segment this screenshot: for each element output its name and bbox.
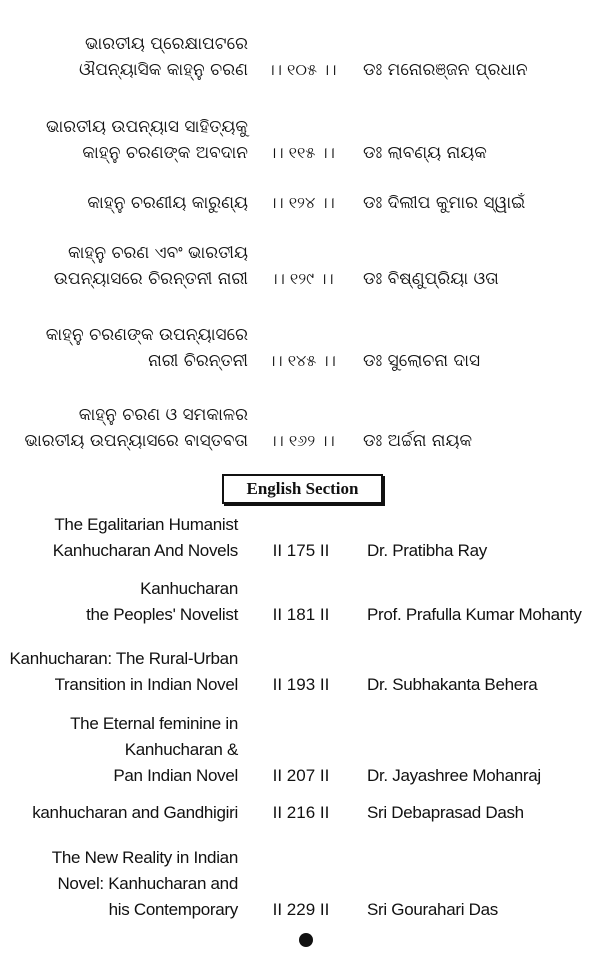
toc-page-number: II 229 II bbox=[272, 900, 330, 919]
toc-title-text: ଭାରତୀୟ ପ୍ରେକ୍ଷାପଟରେ bbox=[84, 34, 248, 54]
english-section-header: English Section bbox=[222, 474, 383, 504]
toc-title-text: Kanhucharan: The Rural-Urban bbox=[9, 649, 238, 668]
toc-title-text: Kanhucharan And Novels bbox=[52, 541, 238, 560]
toc-title-text: kanhucharan and Gandhigiri bbox=[32, 803, 238, 822]
toc-title-text: Kanhucharan bbox=[140, 579, 238, 598]
toc-entry bbox=[0, 402, 600, 454]
toc-author: Dr. Pratibha Ray bbox=[367, 541, 487, 560]
toc-page-number: ।। ୧୨୯ ।। bbox=[270, 269, 334, 288]
toc-title-text: ଔପନ୍ୟାସିକ କାହ୍ନୁ ଚରଣ bbox=[79, 60, 248, 80]
toc-title-text: The New Reality in Indian bbox=[51, 848, 238, 867]
toc-title-text: The Egalitarian Humanist bbox=[54, 515, 238, 534]
toc-title-line bbox=[0, 672, 600, 698]
toc-title-text: Pan Indian Novel bbox=[113, 766, 238, 785]
toc-author: Dr. Jayashree Mohanraj bbox=[367, 766, 541, 785]
toc-title-text: ଉପନ୍ୟାସରେ ଚିରନ୍ତନୀ ନାରୀ bbox=[53, 269, 248, 289]
toc-author: ଡଃ ଲାବଣ୍ୟ ନାୟକ bbox=[363, 143, 487, 163]
toc-title-line bbox=[0, 800, 600, 826]
toc-author: ଡଃ ମନୋରଞ୍ଜନ ପ୍ରଧାନ bbox=[363, 60, 528, 80]
toc-entry bbox=[0, 646, 600, 698]
toc-title-line bbox=[0, 266, 600, 292]
toc-title-line bbox=[0, 897, 600, 923]
toc-title-text: ଭାରତୀୟ ଉପନ୍ୟାସରେ ବାସ୍ତବତା bbox=[24, 431, 248, 451]
toc-entry bbox=[0, 512, 600, 564]
toc-title-line bbox=[0, 763, 600, 789]
toc-entry bbox=[0, 240, 600, 292]
toc-entry bbox=[0, 322, 600, 374]
toc-title-text: The Eternal feminine in bbox=[70, 714, 238, 733]
toc-page-number: II 207 II bbox=[272, 766, 330, 785]
toc-title-line bbox=[0, 711, 600, 737]
toc-title-line bbox=[0, 402, 600, 428]
toc-page-number: ।। ୧୦୫ ।। bbox=[267, 60, 337, 79]
toc-author: ଡଃ ଅର୍ଚ୍ଚନା ନାୟକ bbox=[363, 431, 473, 451]
toc-entry bbox=[0, 845, 600, 923]
toc-title-line bbox=[0, 190, 600, 216]
toc-title-text: କାହ୍ନୁ ଚରଣ ଓ ସମକାଳର bbox=[78, 405, 248, 425]
toc-page-number: II 175 II bbox=[272, 541, 330, 560]
toc-title-text: the Peoples' Novelist bbox=[86, 605, 238, 624]
toc-title-line bbox=[0, 602, 600, 628]
toc-author: Prof. Prafulla Kumar Mohanty bbox=[367, 605, 582, 624]
toc-author: Sri Debaprasad Dash bbox=[367, 803, 524, 822]
toc-title-line bbox=[0, 845, 600, 871]
toc-page-number: ।। ୧୨୪ ।। bbox=[269, 193, 335, 212]
toc-title-text: କାହ୍ନୁ ଚରଣଙ୍କ ଉପନ୍ୟାସରେ bbox=[45, 325, 248, 345]
toc-title-text: Novel: Kanhucharan and bbox=[57, 874, 238, 893]
toc-title-line bbox=[0, 348, 600, 374]
toc-entry bbox=[0, 114, 600, 166]
toc-title-line bbox=[0, 31, 600, 57]
toc-title-text: Kanhucharan & bbox=[124, 740, 238, 759]
toc-title-line bbox=[0, 140, 600, 166]
toc-entry bbox=[0, 576, 600, 628]
toc-title-line bbox=[0, 240, 600, 266]
toc-page-number: ।। ୧୪୫ ।। bbox=[268, 351, 336, 370]
toc-page-number: II 193 II bbox=[272, 675, 330, 694]
toc-title-text: his Contemporary bbox=[108, 900, 238, 919]
toc-title-line bbox=[0, 737, 600, 763]
toc-title-line bbox=[0, 871, 600, 897]
toc-author: Dr. Subhakanta Behera bbox=[367, 675, 538, 694]
toc-author: ଡଃ ଦିଲୀପ କୁମାର ସ୍ୱାଇଁ bbox=[363, 193, 526, 213]
toc-page-number: II 216 II bbox=[272, 803, 330, 822]
toc-page-number: ।। ୧୧୫ ।। bbox=[269, 143, 335, 162]
toc-title-line bbox=[0, 576, 600, 602]
toc-title-line bbox=[0, 322, 600, 348]
toc-title-text: କାହ୍ନୁ ଚରଣଙ୍କ ଅବଦାନ bbox=[82, 143, 248, 163]
toc-title-text: Transition in Indian Novel bbox=[54, 675, 238, 694]
toc-title-line bbox=[0, 512, 600, 538]
toc-title-line bbox=[0, 428, 600, 454]
toc-title-line bbox=[0, 646, 600, 672]
toc-entry bbox=[0, 190, 600, 216]
toc-title-line bbox=[0, 57, 600, 83]
toc-entry bbox=[0, 800, 600, 826]
toc-entry bbox=[0, 711, 600, 789]
toc-page-number: II 181 II bbox=[272, 605, 330, 624]
toc-title-line bbox=[0, 114, 600, 140]
toc-entry bbox=[0, 31, 600, 83]
toc-author: Sri Gourahari Das bbox=[367, 900, 498, 919]
toc-title-line bbox=[0, 538, 600, 564]
bullet-dot-icon bbox=[299, 933, 313, 947]
toc-author: ଡଃ ସୁଲୋଚନା ଦାସ bbox=[363, 351, 481, 371]
toc-title-text: କାହ୍ନୁ ଚରଣ ଏବଂ ଭାରତୀୟ bbox=[67, 243, 248, 263]
toc-title-text: ନାରୀ ଚିରନ୍ତନୀ bbox=[148, 351, 248, 371]
toc-page-number: ।। ୧୬୨ ।। bbox=[269, 431, 335, 450]
toc-author: ଡଃ ବିଷ୍ଣୁପ୍ରିୟା ଓତା bbox=[363, 269, 499, 289]
toc-title-text: ଭାରତୀୟ ଉପନ୍ୟାସ ସାହିତ୍ୟକୁ bbox=[46, 117, 248, 137]
toc-title-text: କାହ୍ନୁ ଚରଣୀୟ କାରୁଣ୍ୟ bbox=[87, 193, 248, 213]
